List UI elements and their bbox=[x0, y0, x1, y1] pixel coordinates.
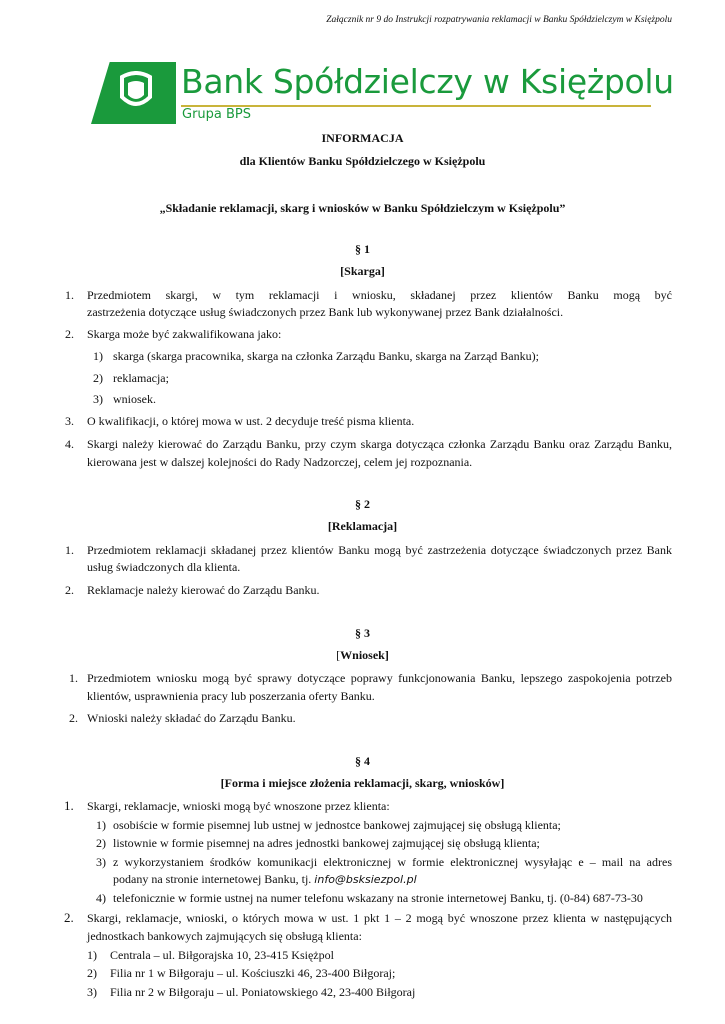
list-number: 4. bbox=[65, 437, 74, 451]
s3-p1-line2: klientów, usprawnienia pracy lub poszerzania oferty Banku. bbox=[87, 689, 375, 703]
logo-line bbox=[181, 105, 651, 107]
list-number: 2. bbox=[64, 910, 74, 925]
list-number: 3) bbox=[96, 855, 106, 869]
address-3: Filia nr 2 w Biłgoraju – ul. Poniatowskiego 42, 23-400 Biłgoraj bbox=[110, 985, 416, 999]
section-2-heading: [Reklamacja] bbox=[327, 519, 398, 533]
section-2-number: § 2 bbox=[355, 497, 370, 511]
s4-list-3-line2 bbox=[113, 870, 417, 889]
s4-p2-line2: jednostkach bankowych zajmujących się obsługą klienta: bbox=[87, 929, 362, 943]
list-number: 1) bbox=[87, 948, 97, 962]
doc-heading: INFORMACJA bbox=[321, 131, 404, 145]
doc-title: „Składanie reklamacji, skarg i wniosków w Banku Spółdzielczym w Księżpolu” bbox=[159, 201, 566, 215]
section-3-bracket: [ bbox=[336, 648, 341, 662]
list-number: 3) bbox=[93, 392, 103, 406]
section-3-number: § 3 bbox=[355, 626, 370, 640]
list-number: 1. bbox=[64, 798, 74, 813]
address-1: Centrala – ul. Biłgorajska 10, 23-415 Księżpol bbox=[110, 948, 334, 962]
s4-list-4: telefonicznie w formie ustnej na numer telefonu wskazany na stronie internetowej Banku, tj. (0-84) 687-73-30 bbox=[113, 891, 643, 905]
list-number: 2. bbox=[69, 711, 78, 725]
list-number: 1. bbox=[65, 288, 74, 302]
s1-p1-line1: Przedmiotem skargi, w tym reklamacji i wniosku, składanej przez klientów Banku mogą być bbox=[87, 288, 672, 302]
header-note: Załącznik nr 9 do Instrukcji rozpatrywania reklamacji w Banku Spółdzielczym w Księżpolu bbox=[326, 15, 672, 25]
logo-group: Grupa BPS bbox=[182, 107, 252, 122]
logo-brand: Bank Spółdzielczy w Księżpolu bbox=[181, 62, 674, 101]
s1-p1-line2: zastrzeżenia dotyczące usług świadczonych przez Bank lub wykonywanej przez Bank działalności. bbox=[87, 305, 564, 319]
s4-list-3-line1: z wykorzystaniem środków komunikacji elektronicznej w formie elektronicznej wysyłając e – mail na adres bbox=[113, 855, 672, 869]
s2-p1-line1: Przedmiotem reklamacji składanej przez klientów Banku mogą być zastrzeżenia dotyczące świadczonych przez Bank bbox=[87, 543, 672, 557]
list-number: 1. bbox=[69, 671, 78, 685]
section-4-number: § 4 bbox=[355, 754, 370, 768]
s4-p1: Skargi, reklamacje, wnioski mogą być wnoszone przez klienta: bbox=[87, 799, 390, 813]
list-number: 3. bbox=[65, 414, 74, 428]
s4-list-2: listownie w formie pisemnej na adres jednostki bankowej zajmującej się obsługą klienta; bbox=[113, 836, 540, 850]
s1-list-3: wniosek. bbox=[113, 392, 156, 406]
section-3-heading bbox=[0, 648, 725, 663]
list-number: 4) bbox=[96, 891, 106, 905]
email-link[interactable]: info@bsksiezpol.pl bbox=[314, 873, 417, 886]
bank-logo bbox=[91, 62, 674, 124]
section-3-heading-text: Wniosek] bbox=[340, 648, 389, 662]
address-2: Filia nr 1 w Biłgoraju – ul. Kościuszki 46, 23-400 Biłgoraj; bbox=[110, 966, 396, 980]
s2-p1-line2: usług świadczonych dla klienta. bbox=[87, 560, 241, 574]
section-1-number: § 1 bbox=[355, 242, 370, 256]
list-number: 1) bbox=[96, 818, 106, 832]
s4-p2-line1: Skargi, reklamacje, wnioski, o których mowa w ust. 1 pkt 1 – 2 mogą być wnoszone przez klienta w następujących bbox=[87, 911, 672, 925]
section-4-heading: [Forma i miejsce złożenia reklamacji, skarg, wniosków] bbox=[220, 776, 505, 790]
list-number: 2. bbox=[65, 583, 74, 597]
list-number: 3) bbox=[87, 985, 97, 999]
s1-list-1: skarga (skarga pracownika, skarga na członka Zarządu Banku, skarga na Zarząd Banku); bbox=[113, 349, 539, 363]
s4-list-3-text: podany na stronie internetowej Banku, tj. bbox=[113, 872, 312, 886]
list-number: 1. bbox=[65, 543, 74, 557]
s3-p1-line1: Przedmiotem wniosku mogą być sprawy dotyczące poprawy funkcjonowania Banku, lepszego zaspokojenia potrzeb bbox=[87, 671, 672, 685]
section-1-heading: [Skarga] bbox=[340, 264, 385, 278]
s2-p2: Reklamacje należy kierować do Zarządu Banku. bbox=[87, 583, 320, 597]
list-number: 2) bbox=[87, 966, 97, 980]
s1-p4-line2: kierowana jest w dalszej kolejności do Rady Nadzorczej, celem jej rozpoznania. bbox=[87, 455, 473, 469]
list-number: 1) bbox=[93, 349, 103, 363]
s1-p4-line1: Skargi należy kierować do Zarządu Banku, przy czym skarga dotycząca członka Zarządu Banku oraz Zarządu Banku, bbox=[87, 437, 672, 451]
s1-list-2: reklamacja; bbox=[113, 371, 169, 385]
list-number: 2. bbox=[65, 327, 74, 341]
doc-subheading: dla Klientów Banku Spółdzielczego w Księżpolu bbox=[239, 154, 486, 168]
s1-p3: O kwalifikacji, o której mowa w ust. 2 decyduje treść pisma klienta. bbox=[87, 414, 415, 428]
list-number: 2) bbox=[96, 836, 106, 850]
s1-p2: Skarga może być zakwalifikowana jako: bbox=[87, 327, 282, 341]
s4-list-1: osobiście w formie pisemnej lub ustnej w jednostce bankowej zajmującej się obsługą klienta; bbox=[113, 818, 561, 832]
bank-emblem-icon bbox=[118, 71, 154, 111]
s3-p2: Wnioski należy składać do Zarządu Banku. bbox=[87, 711, 296, 725]
list-number: 2) bbox=[93, 371, 103, 385]
